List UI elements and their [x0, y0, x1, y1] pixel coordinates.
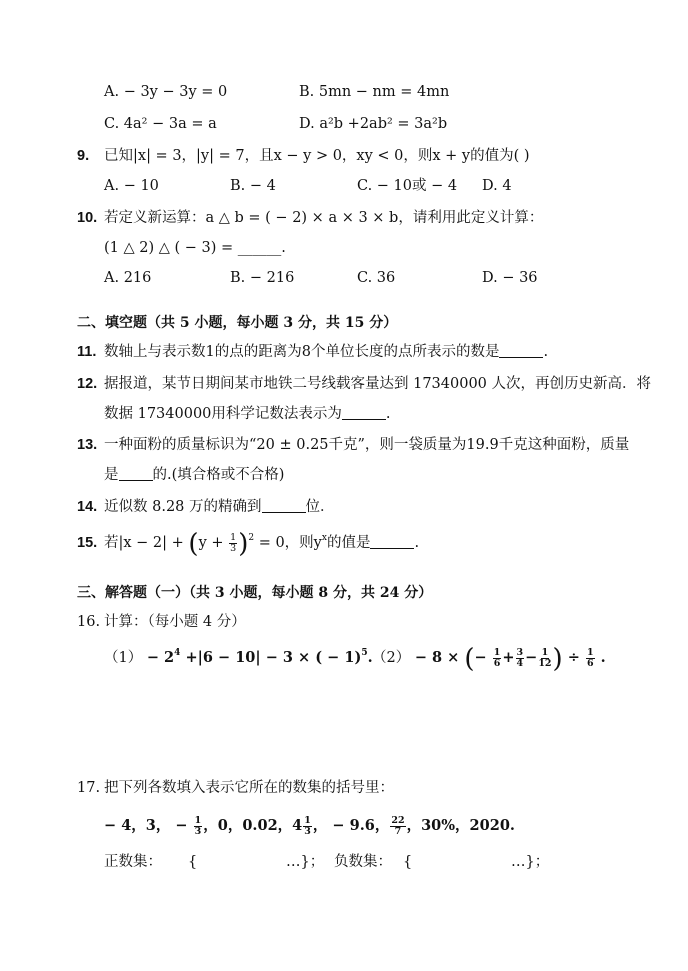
q13-number: 13.: [77, 437, 98, 453]
q12-text: 数据 17340000用科学记数法表示为: [104, 406, 342, 422]
q14-text: 近似数 8.28 万的精确到: [104, 499, 262, 515]
q16-part1: [104, 648, 373, 668]
q15-pre: 若|x − 2| +: [104, 535, 189, 551]
answer-blank[interactable]: [370, 534, 414, 549]
q12-line2: [104, 404, 391, 424]
answer-blank[interactable]: [262, 498, 306, 513]
q10-expression: (1 △ 2) △ ( − 3) = ______.: [104, 240, 286, 256]
q14-number: 14.: [77, 499, 98, 515]
q16-part2-expr: − 8 × (− $\frac{1}{6}$ + $\frac{3}{4}$ − $\frac{1}{12}$ ) ÷ $\frac{1}{6}$ .: [414, 644, 606, 674]
q10-number: 10.: [77, 210, 98, 226]
q12-line1: 据报道，某节日期间某市地铁二号线载客量达到 17340000 人次，再创历史新高．将: [104, 376, 652, 392]
q17-number-list: − 4，3， − $\frac{1}{3}$ ，0，0.02，4 $\frac{1}{3}$ ， − 9.6， $\frac{22}{7}$ ，30%，2020.: [104, 814, 515, 837]
q12-number: 12.: [77, 376, 98, 392]
answer-blank[interactable]: [342, 405, 386, 420]
q8-option-d: D. a²b +2ab² = 3a²b: [299, 116, 448, 132]
negative-set-label: 负数集：: [334, 854, 392, 870]
section-3-heading: 三、解答题（一）（共 3 小题，每小题 8 分，共 24 分）: [77, 585, 433, 601]
q15-exp: x: [321, 533, 327, 543]
q16-part1-label: （1）: [104, 650, 143, 666]
section-2-heading: 二、填空题（共 5 小题，每小题 3 分，共 15 分）: [77, 315, 398, 331]
positive-set-close: …}；: [286, 854, 325, 870]
q16-part2: [372, 644, 606, 673]
q9-option-c: C. − 10或 − 4: [357, 178, 458, 194]
q13-line1: 一种面粉的质量标识为“20 ± 0.25千克”，则一袋质量为19.9千克这种面粉，质量: [104, 437, 630, 453]
answer-blank[interactable]: [119, 466, 153, 481]
fraction-one-third: $\frac{1}{3}$: [230, 531, 237, 554]
q16-title: 计算：（每小题 4 分）: [104, 614, 246, 630]
positive-set-open: {: [188, 854, 198, 870]
q15-line: [104, 529, 419, 558]
negative-set-open: {: [403, 854, 413, 870]
close-paren: ): [238, 529, 249, 559]
q9-stem: 已知|x| = 3，|y| = 7，且x − y > 0，xy < 0，则x + y的值为( ): [104, 148, 530, 164]
q9-option-a: A. − 10: [104, 178, 159, 194]
square-exponent: 2: [248, 533, 255, 543]
q8-option-b: B. 5mn − nm = 4mn: [299, 84, 450, 100]
q8-option-c: C. 4a² − 3a = a: [104, 116, 217, 132]
q10-option-a: A. 216: [104, 270, 152, 286]
positive-set-label: 正数集：: [104, 854, 162, 870]
q11-line: [104, 342, 548, 362]
q16-part2-label: （2）: [372, 650, 411, 666]
q9-option-d: D. 4: [482, 178, 512, 194]
q12-end: .: [385, 406, 391, 422]
q10-option-d: D. − 36: [482, 270, 538, 286]
q10-stem: 若定义新运算：a △ b = ( − 2) × a × 3 × b，请利用此定义计算：: [104, 210, 544, 226]
q13-text-a: 是: [104, 467, 119, 483]
q8-option-a: A. − 3y − 3y = 0: [104, 84, 228, 100]
q15-mid: = 0，则y: [258, 535, 322, 551]
q9-option-b: B. − 4: [230, 178, 276, 194]
negative-set-close: …}；: [511, 854, 550, 870]
q15-y: y +: [198, 535, 229, 551]
q13-text-b: 的.(填合格或不合格): [152, 467, 285, 483]
q15-number: 15.: [77, 535, 98, 551]
q14-line: [104, 497, 335, 517]
q13-line2: [104, 465, 284, 485]
q11-end: .: [543, 344, 549, 360]
q10-option-b: B. − 216: [230, 270, 295, 286]
q9-number: 9.: [77, 148, 90, 164]
q16-part1-expr: − $2^4 +|6 - 10| - 3$ × ( − 1)$^5$.: [146, 648, 373, 666]
answer-blank[interactable]: [499, 343, 543, 358]
q15-end: .: [414, 535, 420, 551]
q10-option-c: C. 36: [357, 270, 396, 286]
q17-number: 17.: [77, 780, 101, 796]
q14-end: 位．: [305, 499, 335, 515]
q15-post: 的值是: [326, 535, 371, 551]
q11-number: 11.: [77, 344, 97, 360]
q17-title: 把下列各数填入表示它所在的数集的括号里：: [104, 780, 394, 796]
open-paren: (: [188, 529, 199, 559]
q16-number: 16.: [77, 614, 101, 630]
q11-text: 数轴上与表示数1的点的距离为8个单位长度的点所表示的数是: [104, 344, 500, 360]
